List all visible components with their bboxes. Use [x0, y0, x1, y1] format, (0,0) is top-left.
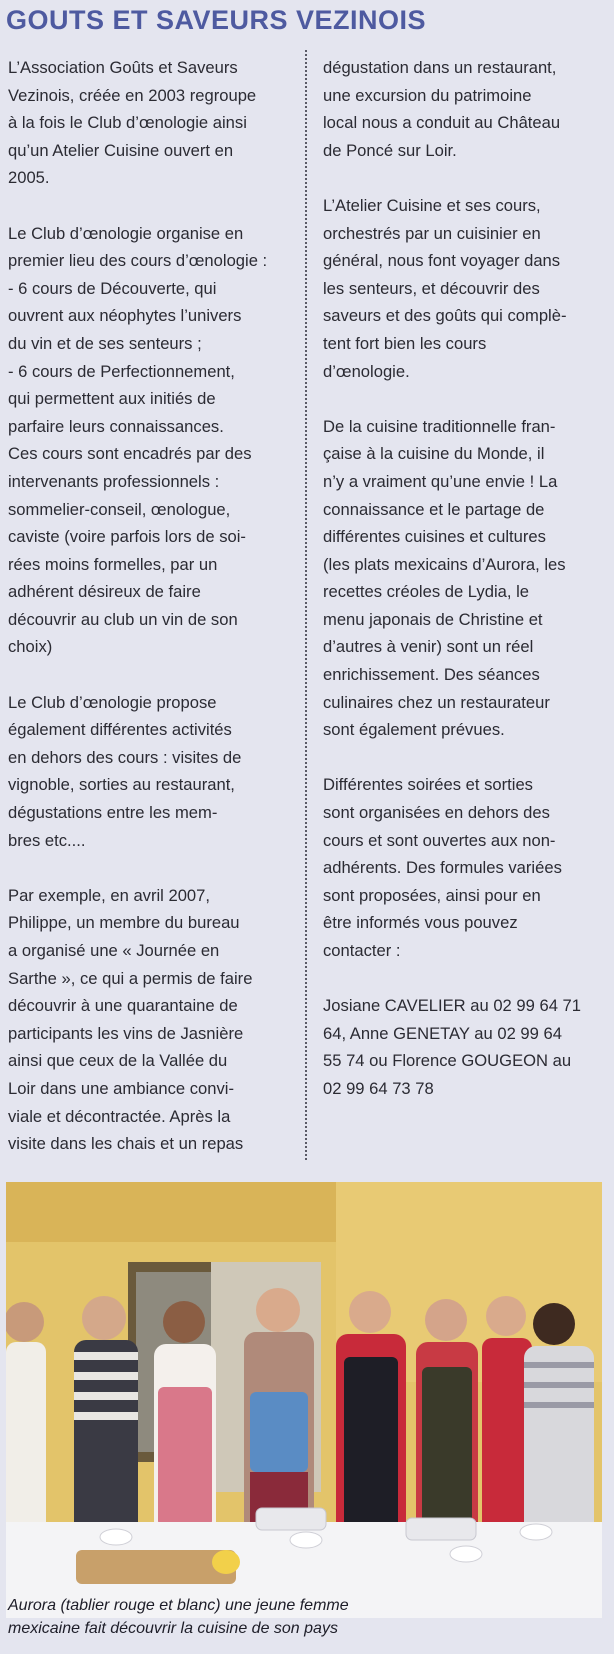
paragraph-excursion: dégustation dans un restaurant, une excursion du patrimoine local nous a conduit au Château de Poncé sur Loir.	[323, 58, 561, 160]
right-column	[323, 54, 603, 1103]
paragraph-contacts: Josiane CAVELIER au 02 99 64 71 64, Anne GENETAY au 02 99 64 55 74 ou Florence GOUGEON au 02 99 64 73 78	[323, 996, 581, 1098]
paragraph-oenology-courses: Le Club d’œnologie organise en premier lieu des cours d’œnologie : - 6 cours de Découverte, qui ouvrent aux néophytes l’univers du vin et de ses senteurs ; - 6 cours de Perfectionnement, qui permettent aux initiés de parfaire leurs connaissances. Ces cours sont encadrés par des intervenants professionnels : sommelier-conseil, œnologue, caviste (voire parfois lors de soi- rées moins formelles, par un adhérent désireux de faire découvrir au club un vin de son choix)	[8, 223, 268, 657]
article-title: GOUTS ET SAVEURS VEZINOIS	[6, 5, 427, 35]
group-photo	[6, 1182, 602, 1618]
paragraph-example-sarthe: Par exemple, en avril 2007, Philippe, un membre du bureau a organisé une « Journée en Sarthe », ce qui a permis de faire découvrir à une quarantaine de participants les vins de Jasnière ainsi que ceux de la Vallée du Loir dans une ambiance convi- viale et décontractée. Après la visite dans les chais et un repas	[8, 885, 253, 1154]
paragraph-world-cuisine: De la cuisine traditionnelle fran- çaise à la cuisine du Monde, il n’y a vraiment qu’une envie ! La connaissance et le partage de différentes cuisines et cultures (les plats mexicains d’Aurora, les recettes créoles de Lydia, le menu japonais de Christine et d’autres à venir) sont un réel enrichissement. Des séances culinaires chez un restaurateur sont également prévues.	[323, 416, 566, 740]
left-column	[8, 54, 288, 1158]
photo-caption: Aurora (tablier rouge et blanc) une jeune femme mexicaine fait découvrir la cuisine de son pays	[8, 1597, 349, 1637]
paragraph-atelier-cuisine: L’Atelier Cuisine et ses cours, orchestrés par un cuisinier en général, nous font voyager dans les senteurs, et découvrir des saveurs et des goûts qui complè- tent fort bien les cours d’œnologie.	[323, 195, 567, 381]
paragraph-evenings: Différentes soirées et sorties sont organisées en dehors des cours et sont ouvertes aux non- adhérents. Des formules variées sont proposées, ainsi pour en être informés vous pouvez contacter :	[323, 775, 562, 960]
paragraph-intro: L’Association Goûts et Saveurs Vezinois, créée en 2003 regroupe à la fois le Club d’œnologie ainsi qu’un Atelier Cuisine ouvert en 2005.	[8, 58, 257, 188]
column-divider	[305, 50, 307, 1160]
paragraph-activities: Le Club d’œnologie propose également différentes activités en dehors des cours : visites de vignoble, sorties au restaurant, dégustations entre les mem- bres etc....	[8, 692, 242, 850]
